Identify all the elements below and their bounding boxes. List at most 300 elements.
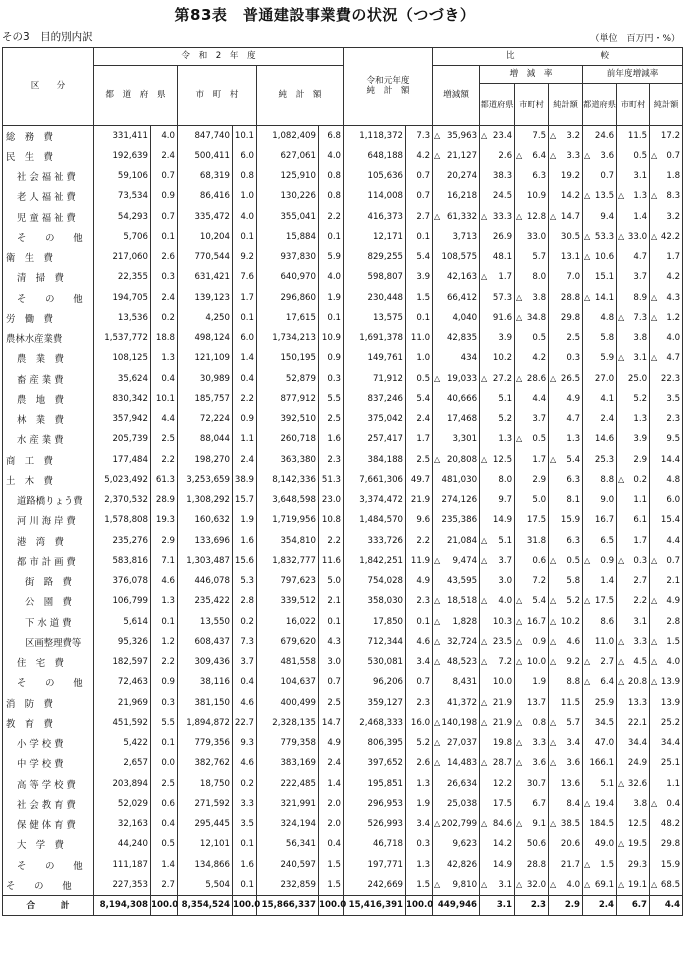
table-cell: △ 6.4 <box>515 146 549 166</box>
row-label: 住 宅 費 <box>3 652 94 672</box>
table-cell: △ 19,033 <box>433 369 480 389</box>
table-cell: 11.9 <box>406 551 433 571</box>
table-cell: 392,510 <box>257 409 319 429</box>
table-cell: 1.4 <box>583 571 617 591</box>
table-cell: 8.8 <box>549 672 583 692</box>
table-cell: 3,713 <box>433 227 480 247</box>
table-cell: 2.6 <box>151 247 178 267</box>
table-cell: △ 27,037 <box>433 733 480 753</box>
table-cell: 754,028 <box>344 571 406 591</box>
table-cell: 260,718 <box>257 429 319 449</box>
table-cell: △ 20.8 <box>617 672 650 692</box>
decrease-mark: △ <box>651 353 658 363</box>
table-cell: 5.2 <box>617 389 650 409</box>
table-cell: 192,639 <box>94 146 151 166</box>
table-cell: 23.0 <box>319 490 344 510</box>
decrease-mark: △ <box>516 758 523 768</box>
decrease-mark: △ <box>550 211 557 221</box>
table-cell: 6.3 <box>515 166 549 186</box>
decrease-mark: △ <box>516 312 523 322</box>
table-cell: 0.1 <box>319 612 344 632</box>
table-cell: 335,472 <box>178 207 233 227</box>
decrease-mark: △ <box>618 312 625 322</box>
decrease-mark: △ <box>516 373 523 383</box>
table-cell: 2.3 <box>406 591 433 611</box>
table-cell: 197,771 <box>344 855 406 875</box>
table-cell: 797,623 <box>257 571 319 591</box>
table-cell: 61.3 <box>151 470 178 490</box>
table-cell: 8.6 <box>583 612 617 632</box>
table-cell: 451,592 <box>94 713 151 733</box>
table-cell: 4.4 <box>151 409 178 429</box>
row-label: そ の 他 <box>3 672 94 692</box>
table-cell: 1.6 <box>233 531 257 551</box>
row-label: 労 働 費 <box>3 308 94 328</box>
table-cell: 1.3 <box>151 591 178 611</box>
decrease-mark: △ <box>584 555 591 565</box>
table-cell: △ 9.1 <box>515 814 549 834</box>
decrease-mark: △ <box>550 373 557 383</box>
table-cell: 6.3 <box>549 470 583 490</box>
table-cell: 5.8 <box>549 571 583 591</box>
table-cell: 0.2 <box>233 612 257 632</box>
table-cell: 2.9 <box>549 895 583 915</box>
unit-note: （単位 百万円・%） <box>590 34 680 44</box>
decrease-mark: △ <box>651 677 658 687</box>
table-cell: 324,194 <box>257 814 319 834</box>
table-cell: 38.9 <box>233 470 257 490</box>
table-cell: 0.6 <box>151 794 178 814</box>
table-cell: 100.0 <box>151 895 178 915</box>
decrease-mark: △ <box>550 616 557 626</box>
decrease-mark: △ <box>481 657 488 667</box>
table-row <box>3 591 683 611</box>
decrease-mark: △ <box>618 191 625 201</box>
row-label: 下 水 道 費 <box>3 612 94 632</box>
table-cell: 0.7 <box>406 672 433 692</box>
table-cell: 17,850 <box>344 612 406 632</box>
table-cell: 42,835 <box>433 328 480 348</box>
table-cell: 4.4 <box>650 895 683 915</box>
row-label: 道路橋りょう費 <box>3 490 94 510</box>
construction-cost-table <box>2 47 683 916</box>
decrease-mark: △ <box>481 879 488 889</box>
table-cell: 72,224 <box>178 409 233 429</box>
table-cell: 2.5 <box>406 450 433 470</box>
table-cell: 1.0 <box>233 186 257 206</box>
table-cell: △ 1.5 <box>583 855 617 875</box>
decrease-mark: △ <box>516 211 523 221</box>
table-cell: 240,597 <box>257 855 319 875</box>
header-rate-pref: 都道府県 <box>480 84 515 126</box>
table-cell: 295,445 <box>178 814 233 834</box>
table-cell: 397,652 <box>344 753 406 773</box>
table-row <box>3 267 683 287</box>
table-cell: 1,484,570 <box>344 510 406 530</box>
table-cell: 0.1 <box>151 612 178 632</box>
table-cell: 27.0 <box>583 369 617 389</box>
table-cell: 8.8 <box>583 470 617 490</box>
table-cell: 937,830 <box>257 247 319 267</box>
table-cell: △ 3.3 <box>515 733 549 753</box>
table-cell: △ 10.0 <box>515 652 549 672</box>
table-cell: 3.5 <box>650 389 683 409</box>
decrease-mark: △ <box>516 717 523 727</box>
table-cell: △ 7.2 <box>480 652 515 672</box>
table-cell: 11.5 <box>617 126 650 146</box>
table-row <box>3 733 683 753</box>
row-label: そ の 他 <box>3 875 94 895</box>
decrease-mark: △ <box>618 839 625 849</box>
table-cell: 34.4 <box>617 733 650 753</box>
table-cell: 2.9 <box>515 470 549 490</box>
table-row <box>3 247 683 267</box>
decrease-mark: △ <box>481 373 488 383</box>
header-change-amount: 増減額 <box>433 66 480 126</box>
table-cell: 8.0 <box>515 267 549 287</box>
table-cell: 21.9 <box>406 490 433 510</box>
table-cell: 1.4 <box>233 348 257 368</box>
table-cell: 15.9 <box>549 510 583 530</box>
table-cell: 3,301 <box>433 429 480 449</box>
row-label: 合 計 <box>3 895 94 915</box>
table-cell: 640,970 <box>257 267 319 287</box>
table-cell: 3.4 <box>406 814 433 834</box>
table-cell: △ 35,963 <box>433 126 480 146</box>
table-cell: 627,061 <box>257 146 319 166</box>
table-cell: 2.2 <box>151 450 178 470</box>
table-cell: △ 3.1 <box>617 348 650 368</box>
table-cell: △ 14.7 <box>549 207 583 227</box>
table-cell: 1,082,409 <box>257 126 319 146</box>
table-cell: 2.3 <box>650 409 683 429</box>
table-cell: 0.1 <box>151 733 178 753</box>
table-row <box>3 632 683 652</box>
decrease-mark: △ <box>651 150 658 160</box>
table-cell: 28.8 <box>515 855 549 875</box>
table-cell: △ 23.4 <box>480 126 515 146</box>
table-cell: △ 5.4 <box>549 450 583 470</box>
table-cell: 42,163 <box>433 267 480 287</box>
table-cell: 4.7 <box>549 409 583 429</box>
row-label: そ の 他 <box>3 855 94 875</box>
table-cell: 359,127 <box>344 693 406 713</box>
decrease-mark: △ <box>651 636 658 646</box>
decrease-mark: △ <box>516 616 523 626</box>
table-cell: △ 48,523 <box>433 652 480 672</box>
table-cell: 35,624 <box>94 369 151 389</box>
table-cell: 0.9 <box>151 186 178 206</box>
table-cell: 13.9 <box>650 693 683 713</box>
table-cell: 271,592 <box>178 794 233 814</box>
table-cell: 177,484 <box>94 450 151 470</box>
table-cell: 3.0 <box>480 571 515 591</box>
table-cell: △ 84.6 <box>480 814 515 834</box>
row-label: 民 生 費 <box>3 146 94 166</box>
table-cell: 1.3 <box>617 409 650 429</box>
header-reiwa1: 令和元年度 純 計 額 <box>344 48 433 126</box>
table-row <box>3 429 683 449</box>
table-cell: 2.2 <box>233 389 257 409</box>
row-label: 老 人 福 祉 費 <box>3 186 94 206</box>
table-cell: 4.0 <box>319 146 344 166</box>
table-cell: 3,374,472 <box>344 490 406 510</box>
table-cell: 16.0 <box>406 713 433 733</box>
table-cell: 2.7 <box>406 207 433 227</box>
row-label: 社 会 教 育 費 <box>3 794 94 814</box>
table-cell: 59,106 <box>94 166 151 186</box>
decrease-mark: △ <box>584 231 591 241</box>
table-cell: 227,353 <box>94 875 151 895</box>
table-cell: 4.7 <box>617 247 650 267</box>
table-cell: 86,416 <box>178 186 233 206</box>
table-cell: △ 5.7 <box>549 713 583 733</box>
table-cell: △ 3.8 <box>515 288 549 308</box>
header-reiwa2: 令 和 2 年 度 <box>94 48 344 66</box>
table-cell: 2.4 <box>151 288 178 308</box>
table-cell: 446,078 <box>178 571 233 591</box>
table-cell: 15,884 <box>257 227 319 247</box>
decrease-mark: △ <box>516 596 523 606</box>
table-cell: △ 1.7 <box>480 267 515 287</box>
table-cell: 5.9 <box>583 348 617 368</box>
table-cell: 182,597 <box>94 652 151 672</box>
table-cell: 9.7 <box>480 490 515 510</box>
table-cell: 222,485 <box>257 774 319 794</box>
table-cell: 0.8 <box>233 166 257 186</box>
table-cell: 242,669 <box>344 875 406 895</box>
table-cell: 2.7 <box>617 571 650 591</box>
table-cell: △ 0.3 <box>617 551 650 571</box>
decrease-mark: △ <box>618 231 625 241</box>
decrease-mark: △ <box>618 657 625 667</box>
decrease-mark: △ <box>481 717 488 727</box>
table-cell: 34.4 <box>650 733 683 753</box>
table-cell: 2.8 <box>233 591 257 611</box>
table-cell: 91.6 <box>480 308 515 328</box>
table-cell: 3.7 <box>233 652 257 672</box>
table-cell: 44,240 <box>94 834 151 854</box>
table-cell: 357,942 <box>94 409 151 429</box>
table-cell: 1.3 <box>480 429 515 449</box>
table-cell: 12,171 <box>344 227 406 247</box>
table-cell: 3.3 <box>233 794 257 814</box>
table-cell: 56,341 <box>257 834 319 854</box>
decrease-mark: △ <box>434 596 441 606</box>
table-cell: 4.6 <box>406 632 433 652</box>
table-cell: 2.4 <box>233 450 257 470</box>
decrease-mark: △ <box>618 353 625 363</box>
table-cell: △ 34.8 <box>515 308 549 328</box>
table-cell: 0.1 <box>151 227 178 247</box>
table-cell: △ 3.6 <box>583 146 617 166</box>
table-cell: 339,512 <box>257 591 319 611</box>
table-cell: 0.4 <box>151 814 178 834</box>
decrease-mark: △ <box>434 616 441 626</box>
table-cell: 49.0 <box>583 834 617 854</box>
table-cell: 34.5 <box>583 713 617 733</box>
table-cell: 481,558 <box>257 652 319 672</box>
decrease-mark: △ <box>651 292 658 302</box>
table-cell: 0.1 <box>233 875 257 895</box>
table-cell: 3.7 <box>515 409 549 429</box>
table-cell: 481,030 <box>433 470 480 490</box>
table-cell: 2.2 <box>319 531 344 551</box>
table-cell: △ 0.9 <box>583 551 617 571</box>
table-cell: 1.5 <box>406 875 433 895</box>
table-cell: 1.4 <box>151 855 178 875</box>
table-row <box>3 612 683 632</box>
table-cell: 5,504 <box>178 875 233 895</box>
table-cell: 6.8 <box>319 126 344 146</box>
table-cell: 1.9 <box>515 672 549 692</box>
table-cell: 5.3 <box>233 571 257 591</box>
table-cell: 0.7 <box>406 166 433 186</box>
table-cell: 40,666 <box>433 389 480 409</box>
table-cell: 806,395 <box>344 733 406 753</box>
table-cell: 108,125 <box>94 348 151 368</box>
table-cell: 10.9 <box>319 328 344 348</box>
table-cell: 54,293 <box>94 207 151 227</box>
table-cell: 47.0 <box>583 733 617 753</box>
decrease-mark: △ <box>550 717 557 727</box>
table-cell: 0.2 <box>151 308 178 328</box>
table-cell: 0.1 <box>406 612 433 632</box>
table-cell: △ 3.6 <box>549 753 583 773</box>
decrease-mark: △ <box>550 596 557 606</box>
table-cell: 2.4 <box>583 409 617 429</box>
decrease-mark: △ <box>550 819 557 829</box>
row-label: 林 業 費 <box>3 409 94 429</box>
table-cell: 0.3 <box>549 348 583 368</box>
table-cell: 5,422 <box>94 733 151 753</box>
table-cell: 0.0 <box>151 753 178 773</box>
decrease-mark: △ <box>550 657 557 667</box>
row-label: 街 路 費 <box>3 571 94 591</box>
table-cell: △ 27.2 <box>480 369 515 389</box>
table-row <box>3 227 683 247</box>
table-cell: △ 21,127 <box>433 146 480 166</box>
decrease-mark: △ <box>516 879 523 889</box>
table-row <box>3 551 683 571</box>
table-cell: △ 32.6 <box>617 774 650 794</box>
table-cell: 0.4 <box>319 834 344 854</box>
table-cell: △ 3.3 <box>549 146 583 166</box>
table-cell: △ 2.7 <box>583 652 617 672</box>
table-cell: 3.1 <box>617 612 650 632</box>
table-cell: 434 <box>433 348 480 368</box>
table-cell: 416,373 <box>344 207 406 227</box>
decrease-mark: △ <box>516 819 523 829</box>
table-cell: 2.5 <box>151 429 178 449</box>
table-cell: 14.9 <box>480 510 515 530</box>
table-cell: 20,274 <box>433 166 480 186</box>
table-cell: 3.0 <box>319 652 344 672</box>
table-cell: 1.7 <box>515 450 549 470</box>
row-label: 保 健 体 育 費 <box>3 814 94 834</box>
table-cell: 2.1 <box>650 571 683 591</box>
table-cell: 274,126 <box>433 490 480 510</box>
row-label: 都 市 計 画 費 <box>3 551 94 571</box>
table-cell: 2.1 <box>319 591 344 611</box>
table-cell: 1.4 <box>319 774 344 794</box>
table-cell: 5.4 <box>406 389 433 409</box>
table-cell: 14.6 <box>583 429 617 449</box>
table-cell: 10.1 <box>151 389 178 409</box>
table-cell: 1,308,292 <box>178 490 233 510</box>
decrease-mark: △ <box>550 738 557 748</box>
table-cell: 95,326 <box>94 632 151 652</box>
decrease-mark: △ <box>618 778 625 788</box>
table-cell: 0.7 <box>151 166 178 186</box>
table-cell: 2.5 <box>151 774 178 794</box>
decrease-mark: △ <box>550 879 557 889</box>
table-row <box>3 450 683 470</box>
decrease-mark: △ <box>584 150 591 160</box>
table-cell: 6.3 <box>549 531 583 551</box>
table-cell: 8.4 <box>549 794 583 814</box>
table-cell: 13.3 <box>617 693 650 713</box>
table-cell: △ 5.2 <box>549 591 583 611</box>
decrease-mark: △ <box>651 657 658 667</box>
table-cell: 376,078 <box>94 571 151 591</box>
table-cell: 1.8 <box>650 166 683 186</box>
table-cell: 6.0 <box>233 328 257 348</box>
table-cell: 26.9 <box>480 227 515 247</box>
table-cell: △ 32.0 <box>515 875 549 895</box>
decrease-mark: △ <box>481 130 488 140</box>
header-net: 純 計 額 <box>257 66 344 126</box>
table-row <box>3 834 683 854</box>
table-cell: 0.3 <box>319 369 344 389</box>
table-cell: △ 3.4 <box>549 733 583 753</box>
table-cell: △ 20,808 <box>433 450 480 470</box>
table-cell: 1.3 <box>406 855 433 875</box>
table-cell: 296,953 <box>344 794 406 814</box>
table-cell: △ 1.3 <box>617 186 650 206</box>
table-cell: △ 61,332 <box>433 207 480 227</box>
table-cell: 19.3 <box>151 510 178 530</box>
table-cell: 100.0 <box>233 895 257 915</box>
decrease-mark: △ <box>584 879 591 889</box>
table-cell: 1.3 <box>151 348 178 368</box>
decrease-mark: △ <box>516 738 523 748</box>
decrease-mark: △ <box>481 272 488 282</box>
decrease-mark: △ <box>550 150 557 160</box>
table-row <box>3 895 683 915</box>
table-cell: △ 140,198 <box>433 713 480 733</box>
table-cell: △ 9,474 <box>433 551 480 571</box>
table-cell: 2.4 <box>583 895 617 915</box>
table-cell: 203,894 <box>94 774 151 794</box>
table-cell: 217,060 <box>94 247 151 267</box>
table-cell: 4.0 <box>233 207 257 227</box>
row-label: 清 掃 費 <box>3 267 94 287</box>
table-cell: 22.1 <box>617 713 650 733</box>
table-cell: △ 26.5 <box>549 369 583 389</box>
decrease-mark: △ <box>481 555 488 565</box>
table-row <box>3 409 683 429</box>
table-cell: △ 14.1 <box>583 288 617 308</box>
decrease-mark: △ <box>550 555 557 565</box>
table-cell: 1,691,378 <box>344 328 406 348</box>
decrease-mark: △ <box>651 798 658 808</box>
table-cell: 0.1 <box>319 227 344 247</box>
table-cell: 8.0 <box>480 470 515 490</box>
table-cell: 7.1 <box>151 551 178 571</box>
table-cell: 10.1 <box>233 126 257 146</box>
table-cell: 17,468 <box>433 409 480 429</box>
